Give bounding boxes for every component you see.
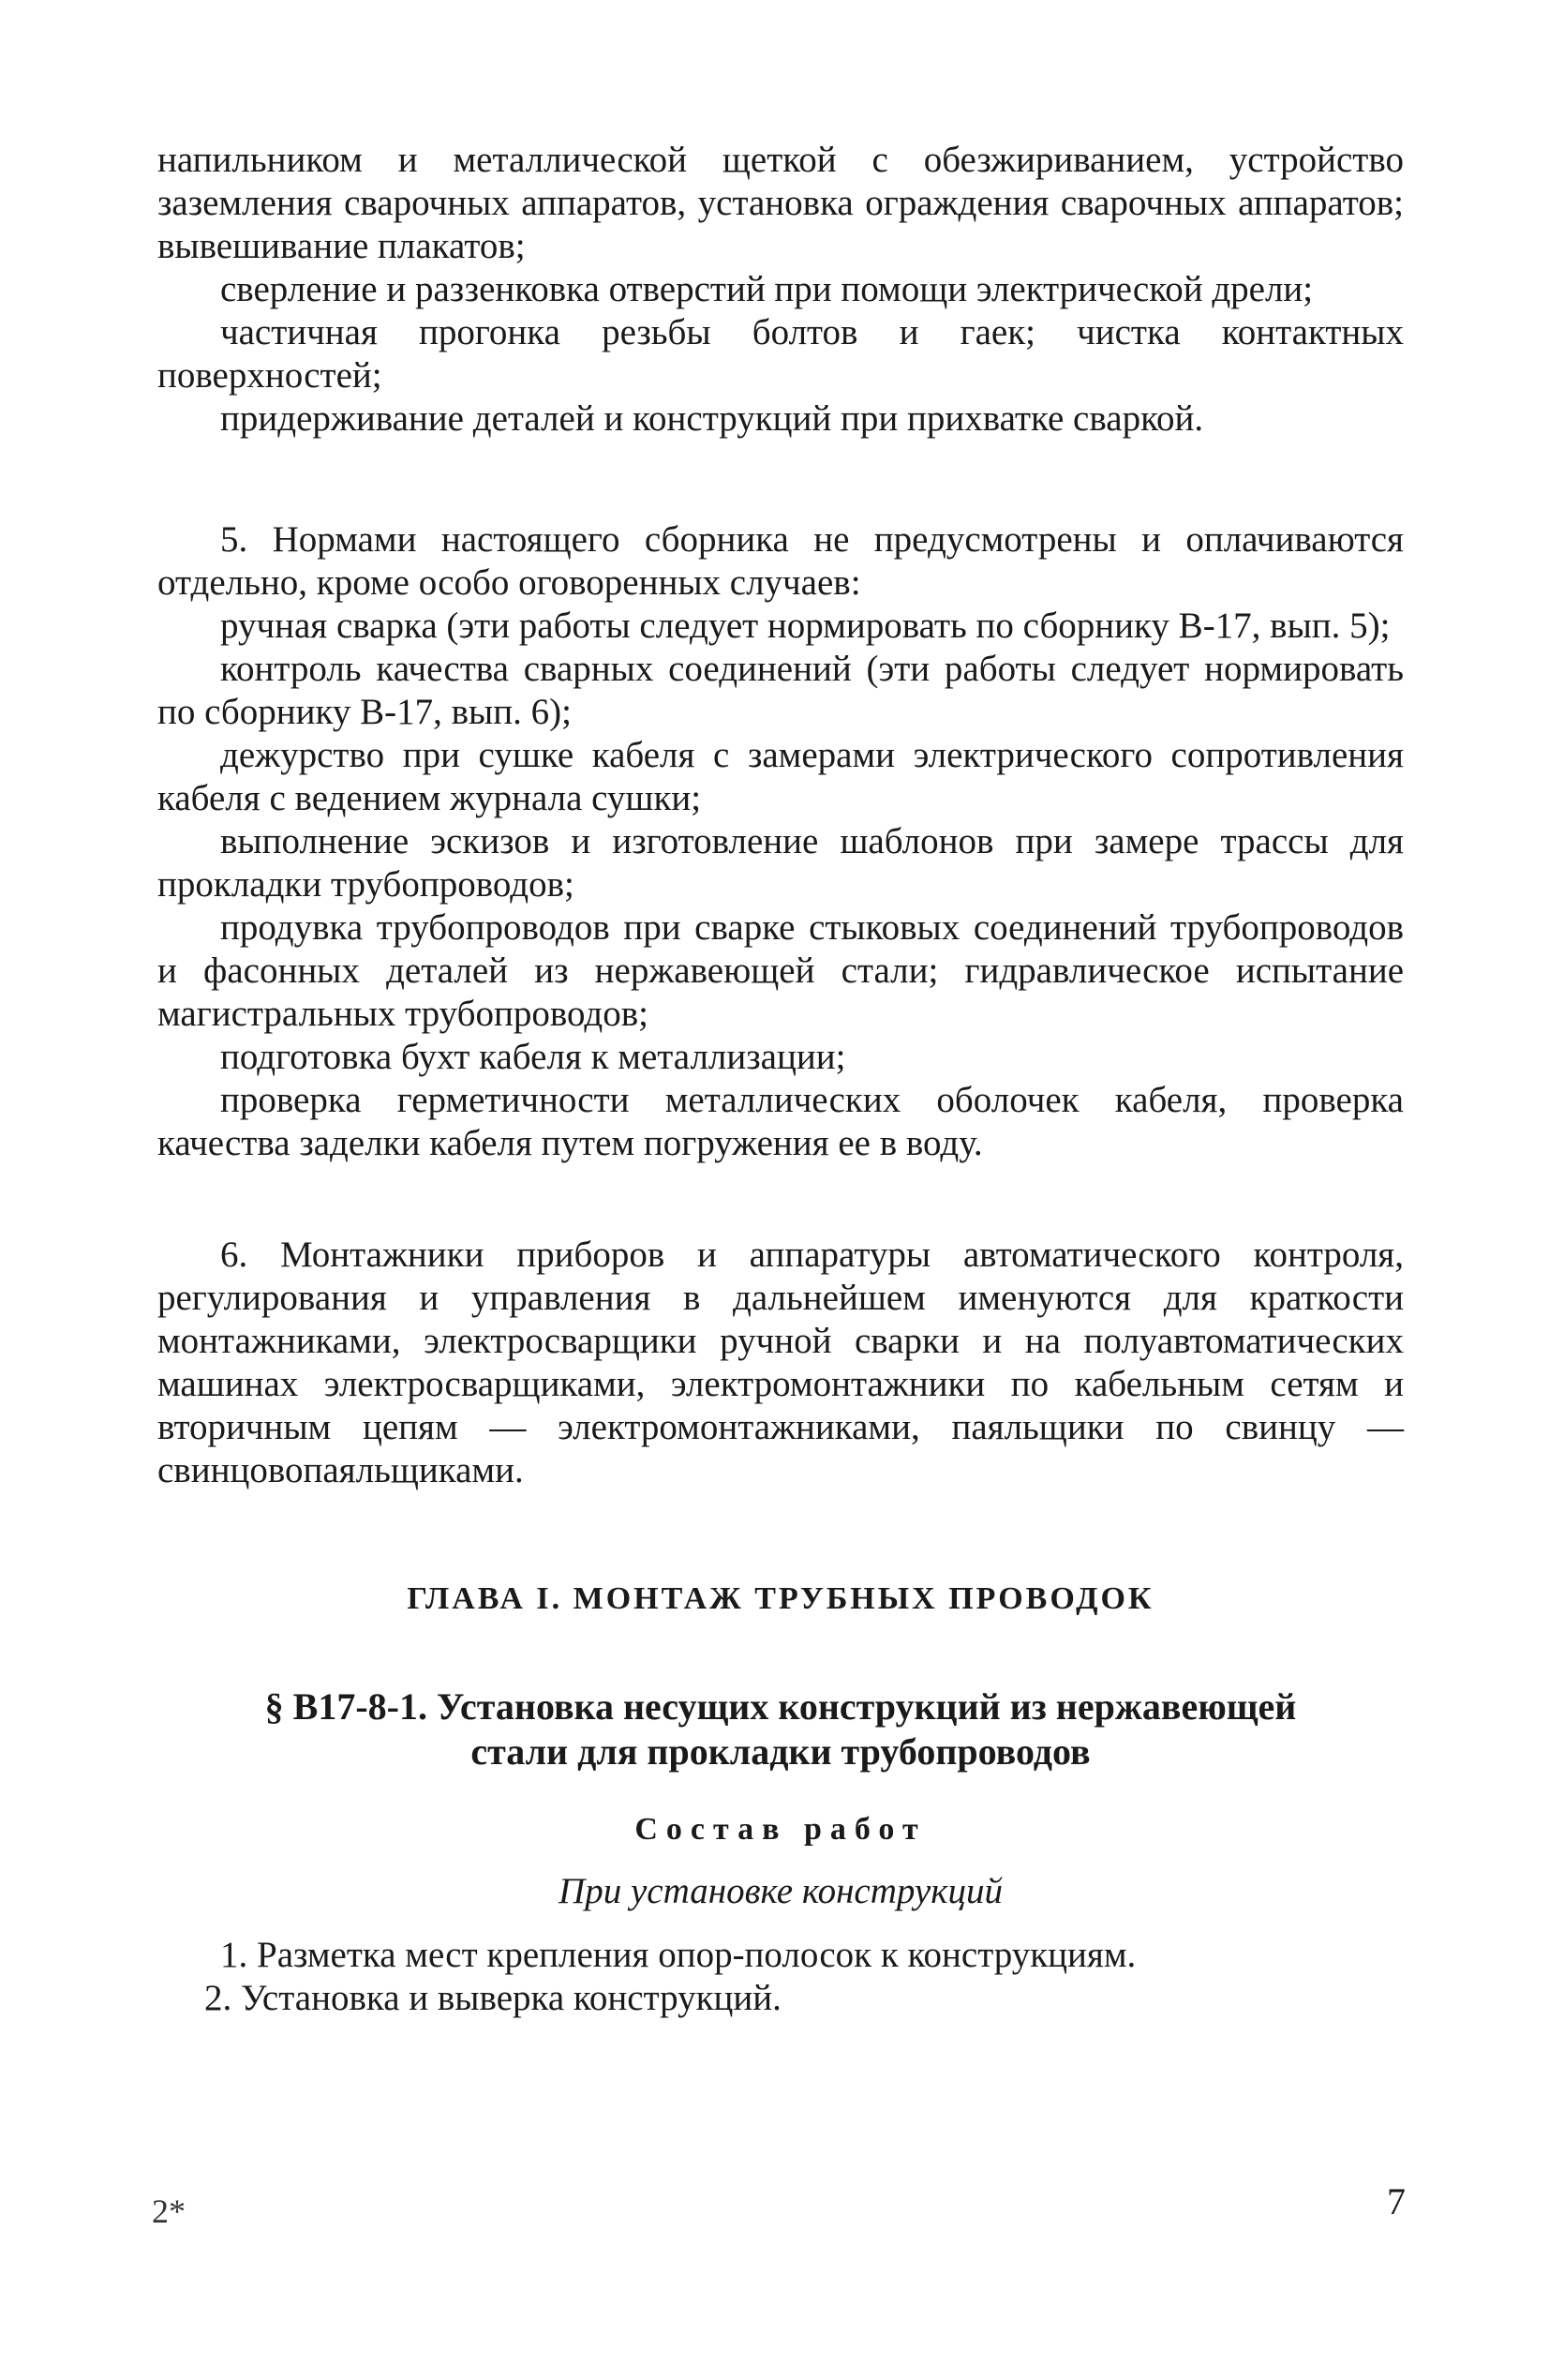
paragraph: частичная прогонка резьбы болтов и гаек; чистка контактных поверхностей; (157, 312, 1404, 396)
section-title (157, 1684, 1404, 1774)
step-item: 1. Разметка мест крепления опор-полосок к конструкциям. (220, 1935, 1137, 1975)
list-item: контроль качества сварных соединений (эти работы следует нормировать по сборнику В-17, вып. 6); (157, 649, 1404, 732)
item-6-paragraph: 6. Монтажники приборов и аппаратуры автоматического контроля, регулирования и управления в дальнейшем именуются для краткости монтажниками, электросварщики ручной сварки и на полуавтоматических машинах электросварщиками, электромонтажники по кабельным сетям и вторичным цепям — электромонтажниками, паяльщики по свинцу — свинцовопаяльщиками. (157, 1235, 1404, 1490)
page-number: 7 (1387, 2180, 1406, 2223)
steps-list (157, 1934, 1404, 2020)
subheading: При установке конструкций (559, 1871, 1003, 1911)
works-heading: Состав работ (634, 1812, 927, 1847)
chapter-title: ГЛАВА I. МОНТАЖ ТРУБНЫХ ПРОВОДОК (407, 1581, 1154, 1616)
section-title-line-1: § В17-8-1. Установка несущих конструкций из нержавеющей (264, 1685, 1297, 1728)
item-5-lead: 5. Нормами настоящего сборника не предусмотрены и оплачиваются отдельно, кроме особо оговоренных случаев: (157, 519, 1404, 603)
paragraph: напильником и металлической щеткой с обезжириванием, устройство заземления сварочных аппаратов, установка ограждения сварочных аппаратов; вывешивание плакатов; (157, 140, 1404, 266)
section-title-line-2: стали для прокладки трубопроводов (470, 1730, 1091, 1773)
list-item: продувка трубопроводов при сварке стыковых соединений трубопроводов и фасонных деталей из нержавеющей стали; гидравлическое испытание магистральных трубопроводов; (157, 907, 1404, 1034)
list-item: проверка герметичности металлических оболочек кабеля, проверка качества заделки кабеля путем погружения ее в воду. (157, 1080, 1404, 1163)
signature-mark: 2* (152, 2193, 186, 2230)
list-item: подготовка бухт кабеля к металлизации; (220, 1037, 846, 1077)
list-item: выполнение эскизов и изготовление шаблонов при замере трассы для прокладки трубопроводов; (157, 821, 1404, 905)
list-item: ручная сварка (эти работы следует нормировать по сборнику В-17, вып. 5); (220, 606, 1391, 646)
item-5-block (157, 518, 1404, 1165)
paragraph: придерживание деталей и конструкций при прихватке сваркой. (220, 398, 1204, 439)
paragraph: сверление и раззенковка отверстий при помощи электрической дрели; (220, 269, 1314, 309)
step-item: 2. Установка и выверка конструкций. (204, 1978, 782, 2018)
item-6-block (157, 1234, 1404, 1492)
list-item: дежурство при сушке кабеля с замерами электрического сопротивления кабеля с ведением журнала сушки; (157, 735, 1404, 818)
intro-block (157, 139, 1404, 441)
